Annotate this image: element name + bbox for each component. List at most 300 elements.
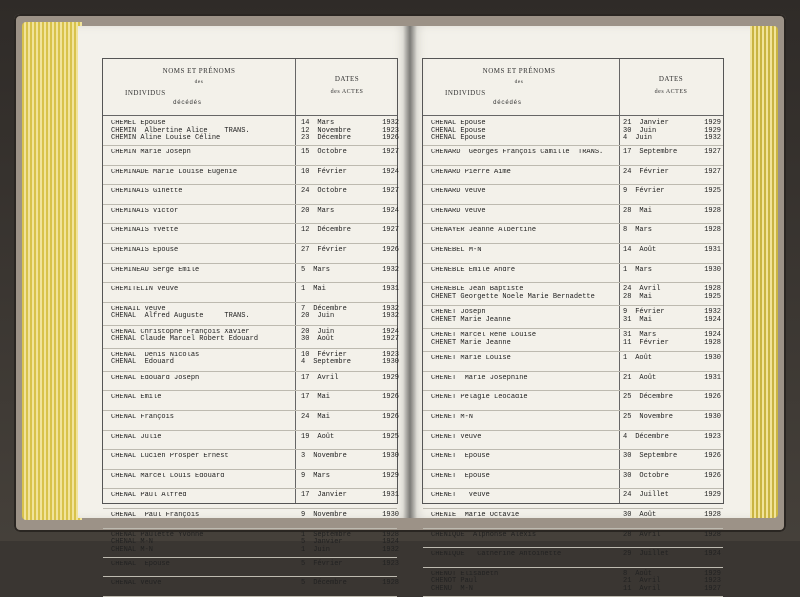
date-year: 1926 <box>704 393 721 402</box>
entry-names <box>111 434 293 442</box>
entry-names <box>431 332 613 347</box>
register-row <box>103 166 397 186</box>
entry-dates <box>301 149 399 157</box>
entry-names <box>431 414 613 422</box>
entry-name: CHEMINAIS Victor <box>111 207 179 215</box>
date-day: 30 <box>623 471 632 480</box>
date-month: Juin <box>635 134 653 142</box>
entry-date <box>623 355 721 363</box>
date-month: Mai <box>317 393 331 402</box>
date-day: 30 <box>623 452 632 461</box>
entry-names <box>111 286 293 294</box>
entry-name: CHENAL Edouard <box>111 358 175 367</box>
date-month: Avril <box>639 285 661 294</box>
register-row <box>423 470 723 490</box>
entry-dates <box>301 286 399 294</box>
date-month: Mars <box>317 206 335 215</box>
des-header: des <box>194 79 204 85</box>
header-divider <box>103 115 397 116</box>
entry-dates <box>301 561 399 569</box>
entry-names <box>111 394 293 402</box>
decedes-header: décédés <box>173 99 202 106</box>
entry-name: CHENET Veuve <box>431 433 482 441</box>
entry-name: CHENAL Alfred Auguste TRANS. <box>111 312 250 321</box>
entry-names <box>111 227 293 235</box>
entry-date <box>623 394 721 402</box>
entry-name: CHENAL Epouse <box>111 560 170 568</box>
entry-date <box>301 547 399 555</box>
date-day: 1 <box>623 265 628 274</box>
entry-name: CHEMEL Epouse <box>111 120 166 127</box>
entry-name: CHENARD Veuve <box>431 207 486 215</box>
register-row <box>423 306 723 329</box>
entry-name: CHEMIN Marie Joseph <box>111 149 191 156</box>
register-row <box>103 205 397 225</box>
date-year: 1930 <box>382 358 399 367</box>
entry-names <box>431 473 613 481</box>
entry-name: CHENAL Epouse <box>431 134 486 142</box>
entry-date <box>301 539 399 547</box>
date-year: 1927 <box>382 187 399 196</box>
register-row <box>103 264 397 284</box>
date-year: 1930 <box>704 412 721 421</box>
entry-names <box>111 492 293 500</box>
entry-names <box>431 571 613 594</box>
register-row <box>103 349 397 372</box>
entry-name: CHENAL Julie <box>111 433 162 441</box>
date-month: Mars <box>317 119 335 127</box>
dates-header: DATES <box>658 75 684 83</box>
right-page <box>410 26 750 593</box>
entry-dates <box>623 309 721 324</box>
date-month: Mars <box>635 265 653 274</box>
entry-names <box>111 329 293 344</box>
entry-dates <box>301 414 399 422</box>
date-year: 1928 <box>704 226 721 235</box>
left-page <box>78 26 410 588</box>
date-day: 28 <box>623 292 632 301</box>
entry-names <box>111 120 293 143</box>
entry-date <box>623 267 721 275</box>
entry-dates <box>301 492 399 500</box>
date-month: Avril <box>639 577 661 586</box>
date-year: 1928 <box>704 206 721 215</box>
entry-names <box>111 473 293 481</box>
entry-names <box>431 492 613 500</box>
register-row <box>103 326 397 349</box>
date-month: Avril <box>317 373 339 382</box>
entry-name: CHENIQUE Catherine Antoinette <box>431 551 562 559</box>
date-year: 1931 <box>704 245 721 254</box>
date-day: 24 <box>301 412 310 421</box>
register-row <box>423 568 723 597</box>
date-year: 1928 <box>704 510 721 519</box>
entry-dates <box>623 227 721 235</box>
entry-dates <box>623 120 721 143</box>
date-month: Février <box>317 350 347 359</box>
register-row <box>103 558 397 578</box>
date-year: 1930 <box>704 354 721 363</box>
date-month: Août <box>639 245 657 254</box>
entry-date <box>301 149 399 157</box>
date-year: 1927 <box>704 167 721 176</box>
entry-name: CHENET Marie Jeanne <box>431 338 511 347</box>
entry-dates <box>301 208 399 216</box>
register-row <box>103 450 397 470</box>
date-day: 11 <box>623 338 632 347</box>
date-month: Mars <box>635 226 653 235</box>
entry-date <box>301 208 399 216</box>
entry-name: CHENET M-N <box>431 413 474 421</box>
entry-date <box>301 414 399 422</box>
date-month: Août <box>317 335 335 344</box>
date-day: 21 <box>623 373 632 382</box>
entry-date <box>623 453 721 461</box>
date-month: Septembre <box>639 148 678 156</box>
entry-date <box>301 169 399 177</box>
register-row <box>103 577 397 597</box>
entry-name: CHENET Veuve <box>431 492 490 500</box>
entry-name: CHENAL Paul Alfred <box>111 492 187 500</box>
register-row <box>103 391 397 411</box>
entry-date <box>301 473 399 481</box>
entry-dates <box>301 227 399 235</box>
entry-dates <box>623 414 721 422</box>
book-gutter <box>403 26 417 518</box>
date-year: 1924 <box>382 538 399 546</box>
entry-name: CHENOT Paul <box>431 577 478 586</box>
entry-dates <box>301 188 399 196</box>
entry-name: CHENIQUE Alphonse Alexis <box>431 531 537 539</box>
entry-name: CHENAL Epouse <box>431 126 486 135</box>
entry-date <box>623 434 721 442</box>
date-day: 14 <box>623 245 632 254</box>
dates-header: DATES <box>334 75 360 83</box>
date-month: Décembre <box>317 134 352 142</box>
date-month: Mars <box>313 471 331 480</box>
date-year: 1926 <box>382 412 399 421</box>
date-day: 5 <box>301 559 306 568</box>
actes-header: des ACTES <box>654 89 688 95</box>
entry-date <box>623 149 721 157</box>
date-month: Août <box>639 373 657 382</box>
date-year: 1928 <box>704 285 721 294</box>
date-year: 1931 <box>382 285 399 294</box>
date-month: Mars <box>639 331 657 340</box>
entry-date <box>623 135 721 143</box>
entry-name: CHEMINAIS Epouse <box>111 246 179 254</box>
date-year: 1929 <box>704 126 721 135</box>
date-day: 30 <box>623 510 632 519</box>
entry-dates <box>301 329 399 344</box>
entry-dates <box>301 169 399 177</box>
entry-names <box>111 267 293 275</box>
entry-name: CHENET Joseph <box>431 309 486 317</box>
entry-names <box>111 149 293 157</box>
date-year: 1924 <box>382 167 399 176</box>
date-year: 1923 <box>704 577 721 586</box>
entry-date <box>623 227 721 235</box>
register-row <box>423 548 723 568</box>
entry-name: CHENET Pélagie Léocadie <box>431 394 528 402</box>
date-day: 9 <box>301 471 306 480</box>
date-month: Octobre <box>317 187 347 196</box>
date-year: 1923 <box>382 559 399 568</box>
entry-dates <box>301 247 399 255</box>
date-day: 8 <box>623 569 628 578</box>
entry-date <box>301 247 399 255</box>
register-row <box>423 283 723 306</box>
entry-date <box>623 247 721 255</box>
entry-name: CHENAL Claude Marcel Robert Edouard <box>111 335 259 344</box>
date-year: 1927 <box>704 584 721 593</box>
entry-name: CHEMINAIS Ginette <box>111 188 183 196</box>
date-month: Février <box>317 167 347 176</box>
entry-names <box>111 561 293 569</box>
date-year: 1929 <box>382 471 399 480</box>
register-row <box>423 224 723 244</box>
entry-names <box>111 306 293 321</box>
date-day: 17 <box>623 148 632 156</box>
date-day: 21 <box>623 119 632 127</box>
date-year: 1929 <box>704 491 721 500</box>
entry-dates <box>301 352 399 367</box>
entry-date <box>301 286 399 294</box>
entry-date <box>623 571 721 579</box>
date-year: 1929 <box>704 119 721 127</box>
entry-date <box>301 375 399 383</box>
entry-dates <box>623 551 721 559</box>
entry-date <box>623 169 721 177</box>
entry-names <box>431 355 613 363</box>
date-day: 17 <box>301 393 310 402</box>
date-year: 1927 <box>704 148 721 156</box>
entry-name: CHENAL Epouse <box>431 120 486 127</box>
register-row <box>103 431 397 451</box>
entry-dates <box>623 473 721 481</box>
register-row <box>423 329 723 352</box>
entry-dates <box>301 120 399 143</box>
entry-names <box>431 453 613 461</box>
register-row <box>103 185 397 205</box>
entry-names <box>431 267 613 275</box>
date-month: Décembre <box>639 393 674 402</box>
entry-dates <box>623 492 721 500</box>
register-row <box>423 431 723 451</box>
date-year: 1923 <box>382 126 399 135</box>
entry-name: CHENARD Georges François Camille TRANS. <box>431 149 604 156</box>
register-row <box>103 117 397 146</box>
entry-name: CHENAL Lucien Prosper Ernest <box>111 453 229 461</box>
date-year: 1926 <box>704 471 721 480</box>
entry-date <box>301 227 399 235</box>
entry-date <box>623 492 721 500</box>
entry-name: CHENAIL Veuve <box>111 305 166 313</box>
date-year: 1928 <box>382 579 399 588</box>
entry-date <box>301 188 399 196</box>
date-month: Février <box>635 308 665 317</box>
date-year: 1932 <box>382 545 399 554</box>
entry-date <box>301 394 399 402</box>
register-row <box>423 489 723 509</box>
date-year: 1931 <box>704 373 721 382</box>
date-day: 4 <box>623 432 628 441</box>
date-month: Avril <box>639 530 661 539</box>
entry-name: CHENIE Marie Octavie <box>431 511 520 519</box>
entry-dates <box>623 394 721 402</box>
entry-dates <box>301 434 399 442</box>
entry-names <box>431 208 613 216</box>
date-month: Septembre <box>313 530 352 539</box>
entry-names <box>431 149 613 157</box>
entry-date <box>623 375 721 383</box>
date-day: 1 <box>301 530 306 539</box>
entry-name: CHENAL Paul François <box>111 511 200 519</box>
date-month: Décembre <box>313 579 347 588</box>
register-row <box>103 244 397 264</box>
date-month: Octobre <box>639 471 669 480</box>
entry-name: CHENAL Veuve <box>111 580 162 588</box>
date-day: 9 <box>301 510 306 519</box>
date-day: 29 <box>623 550 632 559</box>
date-day: 20 <box>301 327 310 336</box>
date-day: 24 <box>623 167 632 176</box>
date-year: 1932 <box>382 312 399 321</box>
date-month: Mai <box>313 285 326 294</box>
date-day: 24 <box>301 187 310 196</box>
names-header: NOMS ET PRÉNOMS <box>162 67 236 75</box>
entry-dates <box>301 512 399 520</box>
entry-name: CHENAL Paulette Yvonne <box>111 531 204 539</box>
date-day: 31 <box>623 331 632 340</box>
entry-names <box>111 453 293 461</box>
entry-date <box>301 512 399 520</box>
date-day: 28 <box>623 206 632 215</box>
entry-date <box>301 453 399 461</box>
date-month: Février <box>317 245 347 254</box>
entry-date <box>623 188 721 196</box>
actes-header: des ACTES <box>330 89 364 95</box>
date-month: Août <box>635 569 653 578</box>
entry-names <box>111 375 293 383</box>
date-month: Novembre <box>639 412 674 421</box>
entry-name: CHEMINAIS Yvette <box>111 227 179 235</box>
date-year: 1927 <box>382 148 399 156</box>
date-day: 20 <box>301 312 310 321</box>
entry-dates <box>623 267 721 275</box>
date-month: Mars <box>313 265 331 274</box>
entry-date <box>623 340 721 348</box>
register-row <box>423 185 723 205</box>
entry-dates <box>623 208 721 216</box>
date-day: 9 <box>623 308 628 317</box>
register-row <box>423 205 723 225</box>
register-row <box>423 244 723 264</box>
entry-name: CHENET Marie Louise <box>431 355 511 363</box>
entry-name: CHENAL Christophe François Xavier <box>111 328 250 336</box>
date-month: Mai <box>639 206 653 215</box>
date-year: 1929 <box>704 569 721 578</box>
des-header: des <box>514 79 524 85</box>
entry-names <box>431 169 613 177</box>
entry-names <box>431 375 613 383</box>
entry-dates <box>623 375 721 383</box>
entry-date <box>301 267 399 275</box>
date-day: 12 <box>301 226 310 235</box>
register-row <box>423 352 723 372</box>
date-year: 1923 <box>382 350 399 359</box>
date-year: 1932 <box>382 304 399 313</box>
register-row <box>423 117 723 146</box>
entry-names <box>111 532 293 555</box>
date-year: 1928 <box>382 530 399 539</box>
date-year: 1932 <box>704 134 721 142</box>
date-year: 1925 <box>704 187 721 196</box>
entry-name: CHENET Epouse <box>431 453 490 461</box>
register-row <box>103 509 397 529</box>
date-day: 19 <box>301 432 310 441</box>
date-day: 1 <box>301 285 306 294</box>
entry-date <box>301 336 399 344</box>
register-row <box>423 450 723 470</box>
date-day: 3 <box>301 452 306 461</box>
date-year: 1923 <box>704 432 721 441</box>
entry-date <box>623 208 721 216</box>
date-month: Mai <box>639 292 653 301</box>
entry-name: CHENAL Marcel Louis Edouard <box>111 472 225 480</box>
entry-names <box>431 247 613 255</box>
date-year: 1925 <box>382 432 399 441</box>
date-month: Septembre <box>639 452 678 461</box>
date-day: 4 <box>623 134 628 142</box>
entry-name: CHENAL François <box>111 413 175 421</box>
date-day: 24 <box>623 285 632 294</box>
date-year: 1932 <box>382 119 399 127</box>
decedes-header: décédés <box>493 99 522 106</box>
date-day: 5 <box>301 538 306 546</box>
date-month: Février <box>635 187 665 196</box>
date-day: 10 <box>301 167 310 176</box>
entry-dates <box>301 267 399 275</box>
entry-date <box>623 317 721 325</box>
date-month: Juin <box>317 327 335 336</box>
date-month: Août <box>317 432 335 441</box>
date-month: Novembre <box>317 126 352 135</box>
entry-names <box>111 169 293 177</box>
entry-dates <box>301 306 399 321</box>
entry-dates <box>301 473 399 481</box>
entry-dates <box>623 247 721 255</box>
date-day: 24 <box>623 491 632 500</box>
entry-names <box>431 120 613 143</box>
entry-date <box>623 551 721 559</box>
register-row <box>103 283 397 303</box>
entry-dates <box>623 355 721 363</box>
register-row <box>423 372 723 392</box>
entry-dates <box>623 286 721 301</box>
entry-name: CHENAL M-N <box>111 545 154 554</box>
entry-names <box>111 580 293 588</box>
date-month: Janvier <box>317 491 347 500</box>
register-row <box>423 146 723 166</box>
entry-name: CHEMIN Aline Louise Céline <box>111 134 221 142</box>
entry-names <box>431 532 613 540</box>
date-day: 25 <box>623 393 632 402</box>
entry-name: CHENET Marie Joséphine <box>431 374 528 382</box>
entry-name: CHENARD Pierre Aimé <box>431 168 511 176</box>
date-month: Juillet <box>639 491 669 500</box>
page-edges-right <box>746 26 778 518</box>
